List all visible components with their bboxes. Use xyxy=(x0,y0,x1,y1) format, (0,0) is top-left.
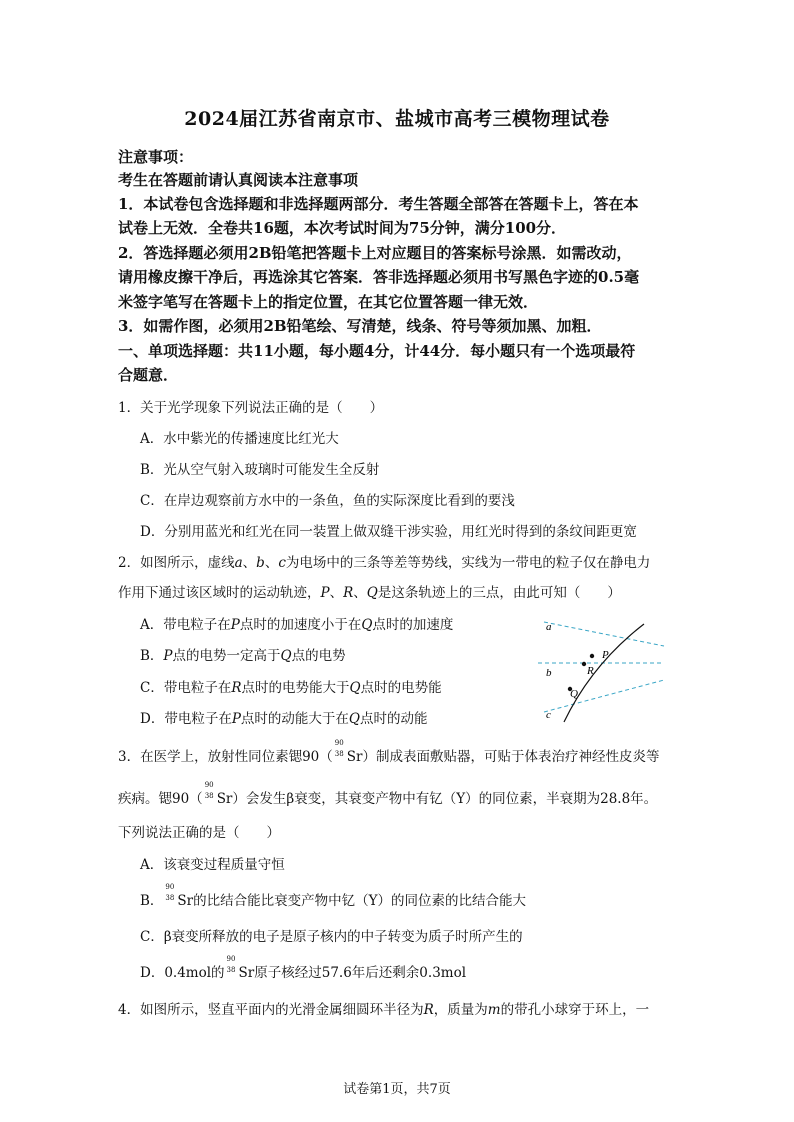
q2-option-b: B．P点的电势一定高于Q点的电势 xyxy=(140,648,346,664)
q1-option-c: C．在岸边观察前方水中的一条鱼，鱼的实际深度比看到的要浅 xyxy=(140,493,515,509)
q2-option-a: A．带电粒子在P点时的加速度小于在Q点时的加速度 xyxy=(140,617,454,633)
q3-stem-line-3: 下列说法正确的是（ ） xyxy=(118,825,280,841)
point-p xyxy=(590,654,594,658)
q3-stem-line-2: 疾病。锶90（ 90 38 Sr）会发生β衰变，其衰变产物中有钇（Y）的同位素，半衰期为28.8年。 xyxy=(118,781,658,807)
equipotential-line-c xyxy=(544,680,664,712)
q3-option-a: A．该衰变过程质量守恒 xyxy=(140,857,285,873)
q2-stem-line-2: 作用下通过该区域时的运动轨迹，P、R、Q是这条轨迹上的三点，由此可知（ ） xyxy=(118,585,621,601)
q4-stem-line-1: 4．如图所示，竖直平面内的光滑金属细圆环半径为R，质量为m的带孔小球穿于环上，一 xyxy=(118,1002,650,1018)
label-c: c xyxy=(546,709,551,721)
notice-intro: 考生在答题前请认真阅读本注意事项 xyxy=(118,171,359,189)
label-a: a xyxy=(546,621,552,633)
q3-option-d: D．0.4mol的 90 38 Sr原子核经过57.6年后还剩余0.3mol xyxy=(140,955,467,981)
label-q: Q xyxy=(570,688,578,700)
point-r xyxy=(582,662,586,666)
isotope-sr90: 90 38 xyxy=(226,955,236,974)
notice-item-2-line-3: 米签字笔写在答题卡上的指定位置，在其它位置答题一律无效． xyxy=(118,293,539,311)
notice-item-1-line-2: 试卷上无效．全卷共16题，本次考试时间为75分钟，满分100分． xyxy=(118,219,567,237)
notice-item-3: 3．如需作图，必须用2B铅笔绘、写清楚，线条、符号等须加黑、加粗． xyxy=(118,317,602,335)
page-footer: 试卷第1页，共7页 xyxy=(343,1082,451,1097)
isotope-sr90: 90 38 xyxy=(334,739,344,758)
q3-stem-line-1: 3．在医学上，放射性同位素锶90（ 90 38 Sr）制成表面敷贴器，可贴于体表治疗神经性皮炎等 xyxy=(118,739,660,765)
q3-option-b: B． 90 38 Sr的比结合能比衰变产物中钇（Y）的同位素的比结合能大 xyxy=(140,883,527,909)
notice-item-1-line-1: 1．本试卷包含选择题和非选择题两部分．考生答题全部答在答题卡上，答在本 xyxy=(118,195,639,213)
notice-heading: 注意事项： xyxy=(118,148,194,166)
q2-stem-line-1: 2．如图所示，虚线a、b、c为电场中的三条等差等势线，实线为一带电的粒子仅在静电力 xyxy=(118,555,651,571)
label-p: P xyxy=(602,649,609,661)
page-title: 2024届江苏省南京市、盐城市高考三模物理试卷 xyxy=(184,108,610,130)
notice-item-2-line-2: 请用橡皮擦干净后，再选涂其它答案．答非选择题必须用书写黑色字迹的0.5毫 xyxy=(118,268,640,286)
equipotential-diagram xyxy=(532,616,672,726)
notice-item-2-line-1: 2．答选择题必须用2B铅笔把答题卡上对应题目的答案标号涂黑．如需改动， xyxy=(118,244,632,262)
isotope-sr90: 90 38 xyxy=(165,883,175,902)
q2-option-d: D．带电粒子在P点时的动能大于在Q点时的动能 xyxy=(140,711,428,727)
q2-option-c: C．带电粒子在R点时的电势能大于Q点时的电势能 xyxy=(140,680,442,696)
label-r: R xyxy=(587,665,594,677)
equipotential-line-a xyxy=(544,622,664,646)
particle-trajectory xyxy=(564,624,644,722)
section-heading-line-2: 合题意． xyxy=(118,366,179,384)
q3-option-c: C．β衰变所释放的电子是原子核内的中子转变为质子时所产生的 xyxy=(140,929,523,945)
q1-option-a: A．水中紫光的传播速度比红光大 xyxy=(140,431,339,447)
section-heading-line-1: 一、单项选择题：共11小题，每小题4分，计44分．每小题只有一个选项最符 xyxy=(118,342,636,360)
label-b: b xyxy=(546,667,552,679)
q1-option-b: B．光从空气射入玻璃时可能发生全反射 xyxy=(140,462,380,478)
isotope-sr90: 90 38 xyxy=(204,781,214,800)
q1-option-d: D．分别用蓝光和红光在同一装置上做双缝干涉实验，用红光时得到的条纹间距更宽 xyxy=(140,524,637,540)
q1-stem: 1．关于光学现象下列说法正确的是（ ） xyxy=(118,400,384,416)
